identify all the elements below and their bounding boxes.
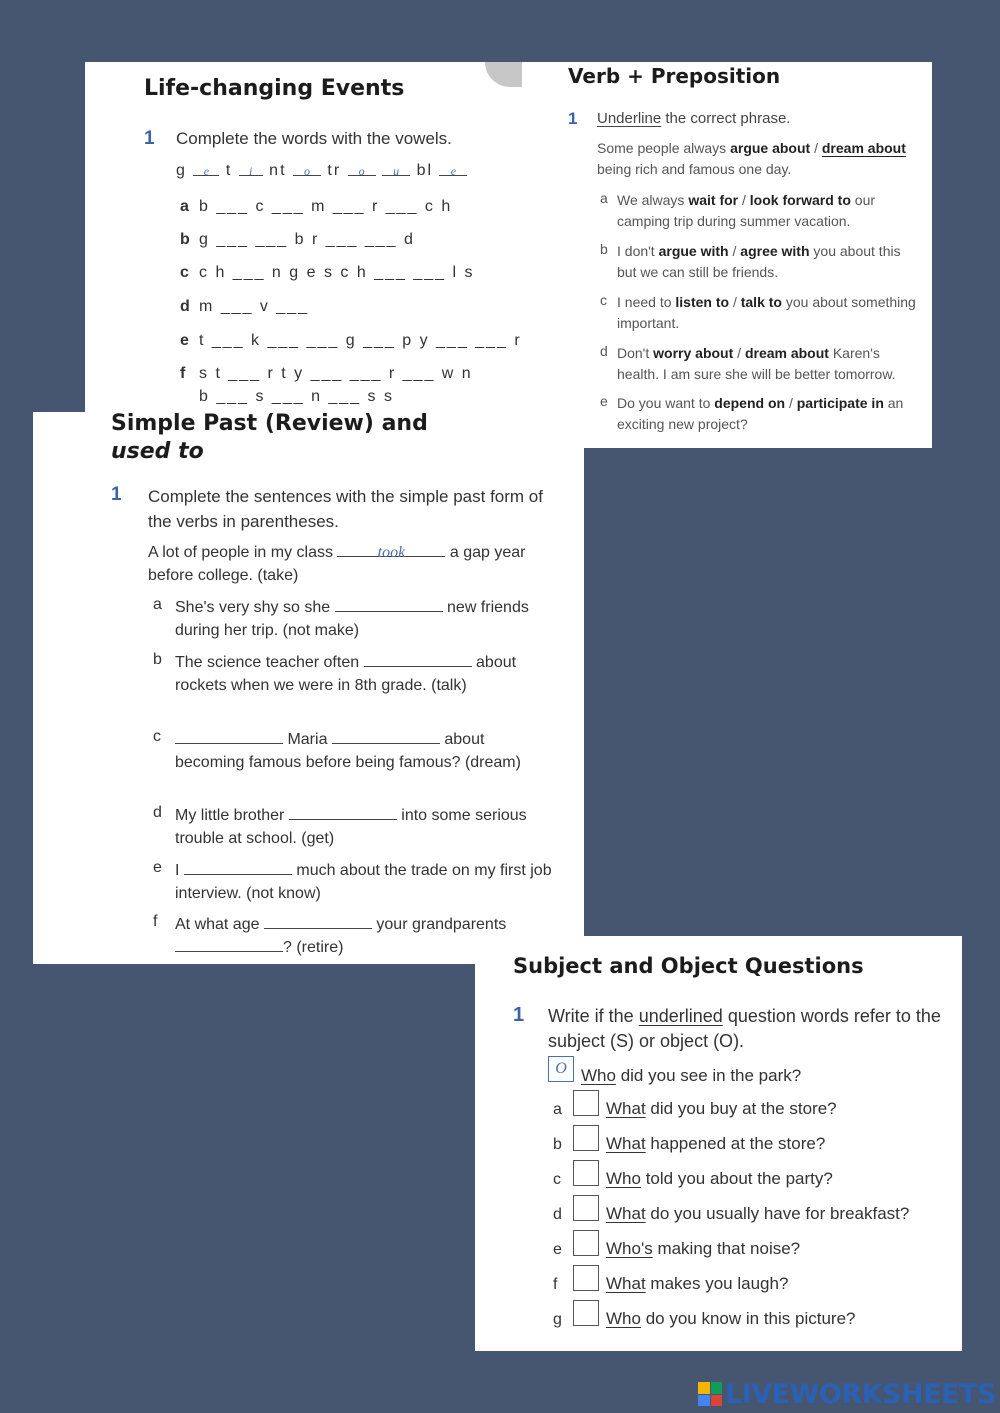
sentence-item: At what age your grandparents ? (retire) (175, 913, 570, 959)
answer-blank[interactable] (364, 651, 472, 667)
answer-box[interactable] (573, 1300, 599, 1326)
item-label: a (180, 198, 189, 215)
phrase-item: Do you want to depend on / participate in an exciting new project? (617, 395, 904, 432)
question-item: What did you buy at the store? (606, 1099, 837, 1118)
item-label: b (153, 651, 162, 668)
phrase-item: I need to listen to / talk to you about something important. (617, 294, 916, 331)
word-item[interactable]: c h ___ n g e s c h ___ ___ l s (199, 264, 475, 281)
word-item[interactable]: m ___ v ___ (199, 298, 310, 315)
word-item[interactable]: t ___ k ___ ___ g ___ p y ___ ___ r (199, 332, 522, 349)
answer-blank[interactable] (175, 728, 283, 744)
phrase-item: We always wait for / look forward to our camping trip during summer vacation. (617, 192, 876, 229)
section-title: Verb + Preposition (568, 64, 781, 88)
option-1[interactable]: argue with (658, 243, 729, 259)
exercise-number: 1 (144, 128, 155, 149)
option-2[interactable]: participate in (796, 395, 884, 411)
answer-blank[interactable] (184, 859, 292, 875)
page-corner-decoration (485, 62, 525, 87)
answer-box[interactable] (573, 1125, 599, 1151)
option-2[interactable]: agree with (740, 243, 810, 259)
answer-blank[interactable] (335, 596, 443, 612)
exercise-instruction: Complete the sentences with the simple past form of the verbs in parentheses. (148, 487, 543, 531)
option-2[interactable]: talk to (740, 294, 782, 310)
simple-past-card (33, 412, 584, 964)
item-label: a (153, 596, 162, 613)
option-2[interactable]: dream about (744, 345, 829, 361)
item-label: c (553, 1171, 561, 1188)
answer-box[interactable] (573, 1160, 599, 1186)
section-title: Subject and Object Questions (513, 954, 864, 978)
option-1[interactable]: listen to (675, 294, 730, 310)
item-label: b (553, 1136, 562, 1153)
exercise-number: 1 (111, 484, 122, 505)
answer-blank[interactable]: u (382, 164, 410, 176)
item-label: d (153, 804, 162, 821)
example-sentence: A lot of people in my class took a gap year before college. (take) (148, 541, 548, 587)
answer-blank[interactable]: i (239, 164, 263, 176)
item-label: f (553, 1276, 558, 1293)
item-label: e (153, 859, 162, 876)
question-item: What happened at the store? (606, 1134, 826, 1153)
example-word: g e t i nt o tr o u bl e (176, 162, 467, 180)
item-label: f (180, 365, 186, 382)
item-label: d (180, 298, 190, 315)
item-label: b (180, 231, 190, 248)
exercise-instruction: Write if the underlined question words refer to the subject (S) or object (O). (548, 1006, 941, 1051)
sentence-item: She's very shy so she new friends during her trip. (not make) (175, 596, 545, 642)
item-label: d (553, 1206, 562, 1223)
example-question: Who did you see in the park? (581, 1066, 802, 1085)
item-label: c (600, 292, 607, 308)
answer-box[interactable] (573, 1090, 599, 1116)
liveworksheets-logo-icon (698, 1382, 722, 1406)
answer-box[interactable] (573, 1195, 599, 1221)
option-2[interactable]: look forward to (749, 192, 851, 208)
verb-preposition-card (522, 62, 932, 448)
answer-blank[interactable]: o (293, 164, 321, 176)
sentence-item: My little brother into some serious trouble at school. (get) (175, 804, 545, 850)
example-sentence: Some people always argue about / dream about being rich and famous one day. (597, 140, 906, 177)
section-title: Life-changing Events (144, 76, 405, 101)
phrase-item: I don't argue with / agree with you about this but we can still be friends. (617, 243, 901, 280)
item-label: a (553, 1101, 562, 1118)
section-title: Simple Past (Review) and used to (111, 412, 428, 464)
item-label: g (553, 1311, 562, 1328)
question-item: What do you usually have for breakfast? (606, 1204, 910, 1223)
option-1[interactable]: worry about (653, 345, 734, 361)
phrase-item: Don't worry about / dream about Karen's health. I am sure she will be better tomorrow. (617, 345, 896, 382)
word-item[interactable]: b ___ c ___ m ___ r ___ c h (199, 198, 453, 215)
liveworksheets-watermark (698, 1378, 996, 1410)
sentence-item: Maria about becoming famous before being famous? (dream) (175, 728, 545, 774)
answer-blank[interactable]: e (193, 164, 219, 176)
item-label: e (600, 393, 608, 409)
exercise-number: 1 (568, 109, 578, 128)
answer-blank[interactable] (332, 728, 440, 744)
answer-blank[interactable] (264, 913, 372, 929)
item-label: c (180, 264, 189, 281)
exercise-instruction: Complete the words with the vowels. (176, 129, 452, 148)
exercise-instruction: Underline the correct phrase. (597, 110, 791, 127)
answer-blank[interactable]: o (348, 164, 376, 176)
word-item[interactable]: s t ___ r t y ___ ___ r ___ w n (199, 365, 473, 382)
sentence-item: I much about the trade on my first job interview. (not know) (175, 859, 555, 905)
answer-blank[interactable]: e (439, 164, 467, 176)
option-1[interactable]: depend on (714, 395, 786, 411)
question-item: Who do you know in this picture? (606, 1309, 856, 1328)
subject-object-questions-card (475, 936, 962, 1351)
watermark-text: LIVEWORKSHEETS (725, 1378, 996, 1410)
item-label: e (180, 332, 189, 349)
question-item: Who told you about the party? (606, 1169, 833, 1188)
item-label: c (153, 728, 161, 745)
answer-box[interactable]: O (548, 1056, 574, 1082)
question-item: Who's making that noise? (606, 1239, 801, 1258)
exercise-number: 1 (513, 1004, 525, 1026)
item-label: b (600, 241, 608, 257)
life-changing-events-card (85, 62, 525, 422)
item-label: e (553, 1241, 562, 1258)
word-item[interactable]: g ___ ___ b r ___ ___ d (199, 231, 415, 248)
answer-blank[interactable] (289, 804, 397, 820)
sentence-item: The science teacher often about rockets when we were in 8th grade. (talk) (175, 651, 555, 697)
answer-blank[interactable] (175, 936, 283, 952)
answer-box[interactable] (573, 1265, 599, 1291)
answer-blank[interactable]: took (337, 541, 445, 557)
option-1[interactable]: wait for (688, 192, 739, 208)
question-item: What makes you laugh? (606, 1274, 789, 1293)
item-label: a (600, 190, 608, 206)
answer-box[interactable] (573, 1230, 599, 1256)
item-label: f (153, 913, 158, 930)
word-item[interactable]: b ___ s ___ n ___ s s (199, 388, 394, 405)
item-label: d (600, 343, 608, 359)
